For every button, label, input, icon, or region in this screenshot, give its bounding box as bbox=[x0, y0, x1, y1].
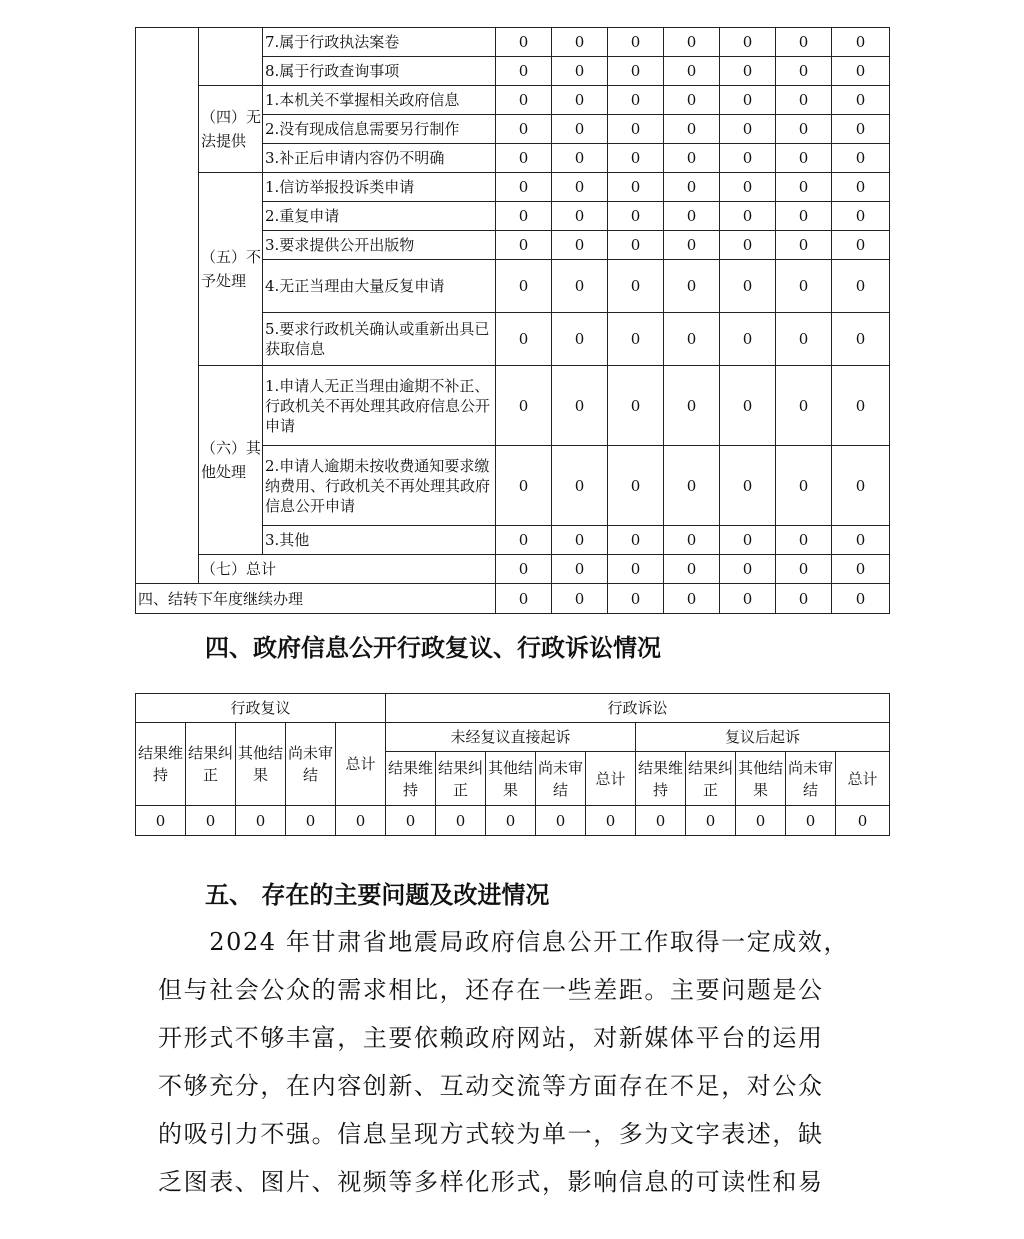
row-label: 7.属于行政执法案卷 bbox=[263, 28, 496, 57]
value-cell: 0 bbox=[496, 57, 552, 86]
outer-category-cell bbox=[136, 28, 199, 584]
group-label-other-handling: （六）其他处理 bbox=[199, 366, 263, 555]
carryover-label: 四、结转下年度继续办理 bbox=[136, 584, 496, 614]
value-cell: 0 bbox=[720, 86, 776, 115]
value-cell: 0 bbox=[832, 555, 890, 584]
value-cell: 0 bbox=[608, 584, 664, 614]
value-cell: 0 bbox=[136, 806, 186, 836]
value-cell: 0 bbox=[496, 584, 552, 614]
value-cell: 0 bbox=[608, 173, 664, 202]
value-cell: 0 bbox=[832, 173, 890, 202]
value-cell: 0 bbox=[608, 231, 664, 260]
value-cell: 0 bbox=[664, 86, 720, 115]
value-cell: 0 bbox=[608, 144, 664, 173]
value-cell: 0 bbox=[664, 115, 720, 144]
value-cell: 0 bbox=[836, 806, 890, 836]
value-cell: 0 bbox=[552, 584, 608, 614]
value-cell: 0 bbox=[720, 173, 776, 202]
review-col-4: 尚未审结 bbox=[286, 723, 336, 806]
value-cell: 0 bbox=[776, 28, 832, 57]
header-direct-suit: 未经复议直接起诉 bbox=[386, 723, 636, 752]
value-cell: 0 bbox=[776, 57, 832, 86]
section-heading-problems: 五、 存在的主要问题及改进情况 bbox=[205, 881, 550, 909]
value-cell: 0 bbox=[664, 446, 720, 526]
row-label: 1.信访举报投诉类申请 bbox=[263, 173, 496, 202]
value-cell: 0 bbox=[496, 202, 552, 231]
value-cell: 0 bbox=[496, 115, 552, 144]
value-cell: 0 bbox=[496, 231, 552, 260]
value-cell: 0 bbox=[720, 231, 776, 260]
value-cell: 0 bbox=[496, 86, 552, 115]
table-row bbox=[136, 86, 890, 115]
value-cell: 0 bbox=[664, 28, 720, 57]
value-cell: 0 bbox=[552, 555, 608, 584]
value-cell: 0 bbox=[552, 366, 608, 446]
value-cell: 0 bbox=[608, 446, 664, 526]
group-cell-continued bbox=[199, 28, 263, 86]
value-cell: 0 bbox=[608, 86, 664, 115]
application-handling-table bbox=[135, 27, 890, 614]
value-cell: 0 bbox=[664, 173, 720, 202]
value-cell: 0 bbox=[720, 313, 776, 366]
row-label: 8.属于行政查询事项 bbox=[263, 57, 496, 86]
after-col-3: 其他结果 bbox=[736, 752, 786, 806]
value-cell: 0 bbox=[536, 806, 586, 836]
value-cell: 0 bbox=[720, 57, 776, 86]
value-cell: 0 bbox=[608, 366, 664, 446]
value-cell: 0 bbox=[776, 584, 832, 614]
total-label: （七）总计 bbox=[199, 555, 496, 584]
value-cell: 0 bbox=[736, 806, 786, 836]
value-cell: 0 bbox=[832, 526, 890, 555]
value-cell: 0 bbox=[664, 313, 720, 366]
value-cell: 0 bbox=[720, 202, 776, 231]
value-cell: 0 bbox=[552, 144, 608, 173]
after-col-4: 尚未审结 bbox=[786, 752, 836, 806]
value-cell: 0 bbox=[832, 366, 890, 446]
value-cell: 0 bbox=[664, 57, 720, 86]
value-cell: 0 bbox=[664, 144, 720, 173]
value-cell: 0 bbox=[552, 115, 608, 144]
table-row bbox=[136, 28, 890, 57]
row-label: 1.申请人无正当理由逾期不补正、行政机关不再处理其政府信息公开申请 bbox=[263, 366, 496, 446]
row-label: 5.要求行政机关确认或重新出具已获取信息 bbox=[263, 313, 496, 366]
value-cell: 0 bbox=[552, 57, 608, 86]
value-cell: 0 bbox=[832, 260, 890, 313]
value-cell: 0 bbox=[552, 446, 608, 526]
value-cell: 0 bbox=[720, 366, 776, 446]
table-row bbox=[136, 806, 890, 836]
value-cell: 0 bbox=[664, 231, 720, 260]
value-cell: 0 bbox=[776, 86, 832, 115]
value-cell: 0 bbox=[832, 57, 890, 86]
value-cell: 0 bbox=[720, 260, 776, 313]
direct-col-5: 总计 bbox=[586, 752, 636, 806]
value-cell: 0 bbox=[552, 260, 608, 313]
review-col-2: 结果纠正 bbox=[186, 723, 236, 806]
value-cell: 0 bbox=[236, 806, 286, 836]
value-cell: 0 bbox=[776, 260, 832, 313]
value-cell: 0 bbox=[720, 115, 776, 144]
value-cell: 0 bbox=[552, 86, 608, 115]
value-cell: 0 bbox=[776, 366, 832, 446]
value-cell: 0 bbox=[608, 313, 664, 366]
value-cell: 0 bbox=[496, 28, 552, 57]
value-cell: 0 bbox=[496, 366, 552, 446]
value-cell: 0 bbox=[664, 366, 720, 446]
value-cell: 0 bbox=[664, 526, 720, 555]
value-cell: 0 bbox=[776, 115, 832, 144]
value-cell: 0 bbox=[832, 202, 890, 231]
value-cell: 0 bbox=[636, 806, 686, 836]
value-cell: 0 bbox=[832, 86, 890, 115]
carryover-row bbox=[136, 584, 890, 614]
value-cell: 0 bbox=[720, 584, 776, 614]
value-cell: 0 bbox=[496, 173, 552, 202]
total-row bbox=[136, 555, 890, 584]
value-cell: 0 bbox=[552, 526, 608, 555]
value-cell: 0 bbox=[776, 313, 832, 366]
value-cell: 0 bbox=[552, 313, 608, 366]
after-col-2: 结果纠正 bbox=[686, 752, 736, 806]
value-cell: 0 bbox=[832, 231, 890, 260]
value-cell: 0 bbox=[496, 144, 552, 173]
value-cell: 0 bbox=[486, 806, 536, 836]
row-label: 3.其他 bbox=[263, 526, 496, 555]
direct-col-1: 结果维持 bbox=[386, 752, 436, 806]
value-cell: 0 bbox=[720, 446, 776, 526]
table-row bbox=[136, 366, 890, 446]
row-label: 2.没有现成信息需要另行制作 bbox=[263, 115, 496, 144]
value-cell: 0 bbox=[776, 144, 832, 173]
value-cell: 0 bbox=[496, 555, 552, 584]
header-after-review-suit: 复议后起诉 bbox=[636, 723, 890, 752]
value-cell: 0 bbox=[496, 526, 552, 555]
value-cell: 0 bbox=[552, 202, 608, 231]
value-cell: 0 bbox=[776, 202, 832, 231]
paragraph-line: 但与社会公众的需求相比，还存在一些差距。主要问题是公 bbox=[158, 976, 824, 1004]
direct-col-3: 其他结果 bbox=[486, 752, 536, 806]
value-cell: 0 bbox=[496, 313, 552, 366]
value-cell: 0 bbox=[608, 57, 664, 86]
value-cell: 0 bbox=[776, 446, 832, 526]
row-label: 2.申请人逾期未按收费通知要求缴纳费用、行政机关不再处理其政府信息公开申请 bbox=[263, 446, 496, 526]
review-col-5: 总计 bbox=[336, 723, 386, 806]
value-cell: 0 bbox=[832, 28, 890, 57]
row-label: 2.重复申请 bbox=[263, 202, 496, 231]
row-label: 3.补正后申请内容仍不明确 bbox=[263, 144, 496, 173]
value-cell: 0 bbox=[832, 446, 890, 526]
value-cell: 0 bbox=[608, 260, 664, 313]
paragraph-line: 的吸引力不强。信息呈现方式较为单一，多为文字表述，缺 bbox=[158, 1120, 824, 1148]
value-cell: 0 bbox=[664, 584, 720, 614]
value-cell: 0 bbox=[686, 806, 736, 836]
group-label-not-processed: （五）不予处理 bbox=[199, 173, 263, 366]
value-cell: 0 bbox=[552, 231, 608, 260]
value-cell: 0 bbox=[386, 806, 436, 836]
value-cell: 0 bbox=[720, 526, 776, 555]
value-cell: 0 bbox=[720, 555, 776, 584]
value-cell: 0 bbox=[608, 555, 664, 584]
value-cell: 0 bbox=[552, 173, 608, 202]
paragraph-line: 2024 年甘肃省地震局政府信息公开工作取得一定成效， bbox=[158, 928, 850, 956]
value-cell: 0 bbox=[186, 806, 236, 836]
group-label-unable-provide: （四）无法提供 bbox=[199, 86, 263, 173]
value-cell: 0 bbox=[336, 806, 386, 836]
value-cell: 0 bbox=[286, 806, 336, 836]
value-cell: 0 bbox=[664, 260, 720, 313]
paragraph-line: 不够充分，在内容创新、互动交流等方面存在不足，对公众 bbox=[158, 1072, 824, 1100]
value-cell: 0 bbox=[832, 115, 890, 144]
value-cell: 0 bbox=[720, 28, 776, 57]
value-cell: 0 bbox=[664, 202, 720, 231]
value-cell: 0 bbox=[552, 28, 608, 57]
row-label: 1.本机关不掌握相关政府信息 bbox=[263, 86, 496, 115]
value-cell: 0 bbox=[496, 446, 552, 526]
row-label: 4.无正当理由大量反复申请 bbox=[263, 260, 496, 313]
header-admin-litigation: 行政诉讼 bbox=[386, 694, 890, 723]
after-col-1: 结果维持 bbox=[636, 752, 686, 806]
value-cell: 0 bbox=[776, 555, 832, 584]
value-cell: 0 bbox=[776, 231, 832, 260]
value-cell: 0 bbox=[586, 806, 636, 836]
value-cell: 0 bbox=[608, 28, 664, 57]
value-cell: 0 bbox=[832, 584, 890, 614]
value-cell: 0 bbox=[608, 526, 664, 555]
value-cell: 0 bbox=[776, 173, 832, 202]
value-cell: 0 bbox=[776, 526, 832, 555]
problems-paragraph bbox=[158, 918, 873, 1206]
value-cell: 0 bbox=[786, 806, 836, 836]
review-col-1: 结果维持 bbox=[136, 723, 186, 806]
value-cell: 0 bbox=[720, 144, 776, 173]
value-cell: 0 bbox=[436, 806, 486, 836]
table-row bbox=[136, 173, 890, 202]
section-heading-review-litigation: 四、政府信息公开行政复议、行政诉讼情况 bbox=[205, 634, 661, 662]
paragraph-line: 乏图表、图片、视频等多样化形式，影响信息的可读性和易 bbox=[158, 1168, 824, 1196]
direct-col-4: 尚未审结 bbox=[536, 752, 586, 806]
value-cell: 0 bbox=[608, 202, 664, 231]
value-cell: 0 bbox=[496, 260, 552, 313]
review-col-3: 其他结果 bbox=[236, 723, 286, 806]
row-label: 3.要求提供公开出版物 bbox=[263, 231, 496, 260]
paragraph-line: 开形式不够丰富，主要依赖政府网站，对新媒体平台的运用 bbox=[158, 1024, 824, 1052]
value-cell: 0 bbox=[832, 313, 890, 366]
after-col-5: 总计 bbox=[836, 752, 890, 806]
value-cell: 0 bbox=[832, 144, 890, 173]
value-cell: 0 bbox=[608, 115, 664, 144]
header-admin-review: 行政复议 bbox=[136, 694, 386, 723]
value-cell: 0 bbox=[664, 555, 720, 584]
review-litigation-table bbox=[135, 693, 890, 836]
direct-col-2: 结果纠正 bbox=[436, 752, 486, 806]
